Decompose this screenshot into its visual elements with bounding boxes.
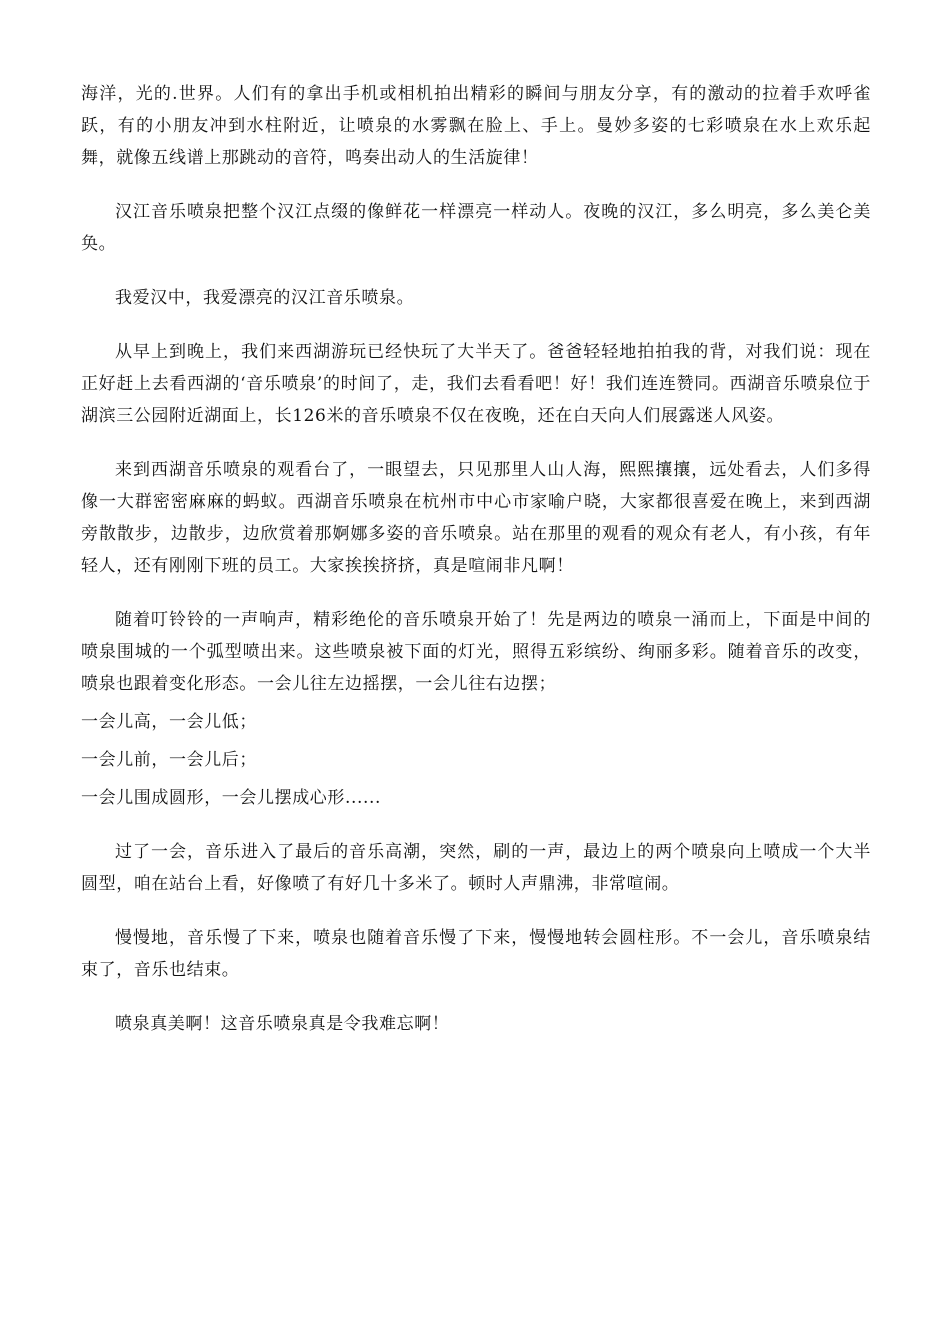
- paragraph-line-circle-heart: 一会儿围成圆形，一会儿摆成心形......: [81, 788, 382, 808]
- paragraph-9: 喷泉真美啊！这音乐喷泉真是令我难忘啊！: [115, 1014, 450, 1034]
- paragraph-7: 过了一会，音乐进入了最后的音乐高潮，突然，刷的一声，最边上的两个喷泉向上喷成一个大半圆型，咱在站台上看，好像喷了有好几十多米了。顿时人声鼎沸，非常喧闹。: [81, 842, 871, 894]
- paragraph-6: 随着叮铃铃的一声响声，精彩绝伦的音乐喷泉开始了！先是两边的喷泉一涌而上，下面是中间的喷泉围城的一个弧型喷出来。这些喷泉被下面的灯光，照得五彩缤纷、绚丽多彩。随着音乐的改变，喷泉也跟着变化形态。一会儿往左边摇摆，一会儿往右边摆；: [81, 610, 871, 694]
- paragraph-2: 汉江音乐喷泉把整个汉江点缀的像鲜花一样漂亮一样动人。夜晚的汉江，多么明亮，多么美仑美奂。: [81, 202, 871, 254]
- paragraph-8: 慢慢地，音乐慢了下来，喷泉也随着音乐慢了下来，慢慢地转会圆柱形。不一会儿，音乐喷泉结束了，音乐也结束。: [81, 928, 871, 980]
- document-body: [81, 78, 871, 1062]
- paragraph-line-high-low: 一会儿高，一会儿低；: [81, 712, 257, 732]
- paragraph-1: 海洋，光的.世界。人们有的拿出手机或相机拍出精彩的瞬间与朋友分享，有的激动的拉着手欢呼雀跃，有的小朋友冲到水柱附近，让喷泉的水雾飘在脸上、手上。曼妙多姿的七彩喷泉在水上欢乐起舞，就像五线谱上那跳动的音符，鸣奏出动人的生活旋律！: [81, 84, 871, 168]
- paragraph-line-front-back: 一会儿前，一会儿后；: [81, 750, 257, 770]
- paragraph-3: 我爱汉中，我爱漂亮的汉江音乐喷泉。: [115, 288, 415, 308]
- paragraph-4: 从早上到晚上，我们来西湖游玩已经快玩了大半天了。爸爸轻轻地拍拍我的背，对我们说：现在正好赶上去看西湖的‘音乐喷泉’的时间了，走，我们去看看吧！好！我们连连赞同。西湖音乐喷泉位于湖滨三公园附近湖面上，长126米的音乐喷泉不仅在夜晚，还在白天向人们展露迷人风姿。: [81, 342, 871, 426]
- paragraph-5: 来到西湖音乐喷泉的观看台了，一眼望去，只见那里人山人海，熙熙攘攘，远处看去，人们多得像一大群密密麻麻的蚂蚁。西湖音乐喷泉在杭州市中心市家喻户晓，大家都很喜爱在晚上，来到西湖旁散散步，边散步，边欣赏着那婀娜多姿的音乐喷泉。站在那里的观看的观众有老人，有小孩，有年轻人，还有刚刚下班的员工。大家挨挨挤挤，真是喧闹非凡啊！: [81, 460, 871, 576]
